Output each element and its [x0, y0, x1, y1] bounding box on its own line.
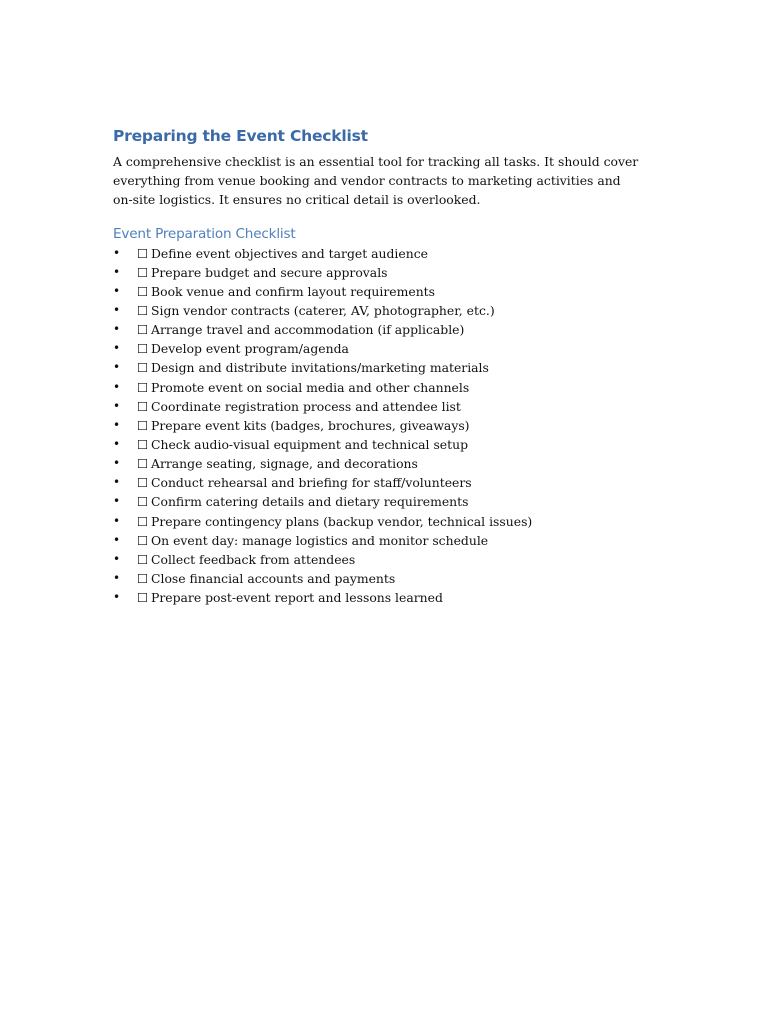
checklist-item-label: Book venue and confirm layout requirements — [151, 283, 436, 299]
bullet-icon: • — [113, 322, 121, 337]
bullet-icon: • — [113, 475, 121, 490]
checkbox-icon[interactable]: ☐ — [137, 264, 149, 280]
checkbox-icon[interactable]: ☐ — [137, 303, 149, 319]
checklist-item — [113, 531, 653, 550]
checklist-item — [113, 263, 653, 282]
checklist-item-label: Prepare contingency plans (backup vendor, technical issues) — [151, 513, 533, 529]
checklist — [113, 244, 653, 608]
checkbox-icon[interactable]: ☐ — [137, 571, 149, 586]
checklist-item-label: Prepare post-event report and lessons learned — [151, 590, 443, 606]
checklist-item-label: Conduct rehearsal and briefing for staff/volunteers — [151, 475, 472, 491]
checklist-item — [113, 301, 653, 320]
checklist-item — [113, 512, 653, 531]
checklist-item — [113, 282, 653, 301]
page-title: Preparing the Event Checklist — [113, 127, 368, 145]
bullet-icon: • — [113, 398, 121, 413]
bullet-icon: • — [113, 551, 121, 566]
bullet-icon: • — [113, 341, 121, 356]
checklist-item — [113, 339, 653, 358]
checklist-item-label: Close financial accounts and payments — [151, 571, 396, 586]
checklist-item — [113, 454, 653, 473]
bullet-icon: • — [113, 379, 121, 394]
bullet-icon: • — [113, 571, 121, 585]
checklist-item — [113, 244, 653, 263]
checkbox-icon[interactable]: ☐ — [137, 532, 149, 548]
checkbox-icon[interactable]: ☐ — [137, 475, 149, 491]
checklist-item — [113, 550, 653, 569]
checkbox-icon[interactable]: ☐ — [137, 551, 149, 567]
bullet-icon: • — [113, 532, 121, 547]
bullet-icon: • — [113, 264, 121, 279]
checklist-item-label: Arrange travel and accommodation (if applicable) — [151, 322, 465, 338]
checklist-item-label: Confirm catering details and dietary requirements — [151, 494, 469, 510]
checklist-item-label: Collect feedback from attendees — [151, 551, 356, 567]
bullet-icon: • — [113, 494, 121, 509]
checkbox-icon[interactable]: ☐ — [137, 590, 149, 606]
checklist-item-label: Coordinate registration process and attendee list — [151, 398, 461, 414]
checklist-item-label: Prepare event kits (badges, brochures, giveaways) — [151, 417, 470, 433]
checklist-item-label: Promote event on social media and other channels — [151, 379, 470, 395]
checklist-item — [113, 397, 653, 416]
bullet-icon: • — [113, 417, 121, 432]
document-page — [113, 125, 653, 607]
checklist-item — [113, 378, 653, 397]
checklist-item-label: Develop event program/agenda — [151, 341, 349, 357]
bullet-icon: • — [113, 303, 121, 318]
checklist-item — [113, 569, 653, 588]
checkbox-icon[interactable]: ☐ — [137, 322, 149, 338]
checklist-item — [113, 358, 653, 377]
bullet-icon: • — [113, 360, 121, 375]
intro-paragraph: A comprehensive checklist is an essential tool for tracking all tasks. It should cover everything from venue booking and vendor contracts to marketing activities and on-site logistics. It ensures no critical detail is overlooked. — [113, 154, 639, 208]
bullet-icon: • — [113, 513, 121, 528]
checkbox-icon[interactable]: ☐ — [137, 379, 149, 395]
checklist-item-label: On event day: manage logistics and monitor schedule — [151, 532, 489, 548]
checkbox-icon[interactable]: ☐ — [137, 456, 149, 472]
checklist-item — [113, 588, 653, 607]
checklist-item-label: Design and distribute invitations/marketing materials — [151, 360, 489, 376]
bullet-icon: • — [113, 456, 121, 471]
checklist-item-label: Check audio-visual equipment and technical setup — [151, 437, 469, 453]
checklist-item-label: Sign vendor contracts (caterer, AV, photographer, etc.) — [151, 303, 495, 319]
checkbox-icon[interactable]: ☐ — [137, 283, 149, 299]
checklist-item-label: Arrange seating, signage, and decorations — [151, 456, 418, 472]
checkbox-icon[interactable]: ☐ — [137, 494, 149, 510]
checklist-item — [113, 435, 653, 454]
bullet-icon: • — [113, 437, 121, 452]
checklist-item-label: Prepare budget and secure approvals — [151, 264, 388, 280]
checkbox-icon[interactable]: ☐ — [137, 245, 149, 261]
checklist-item — [113, 416, 653, 435]
checklist-item — [113, 473, 653, 492]
checkbox-icon[interactable]: ☐ — [137, 360, 149, 376]
checkbox-icon[interactable]: ☐ — [137, 398, 149, 414]
checkbox-icon[interactable]: ☐ — [137, 513, 149, 529]
checkbox-icon[interactable]: ☐ — [137, 437, 149, 453]
checkbox-icon[interactable]: ☐ — [137, 417, 149, 433]
checklist-item — [113, 320, 653, 339]
checklist-heading: Event Preparation Checklist — [113, 225, 296, 242]
checklist-item — [113, 492, 653, 511]
bullet-icon: • — [113, 590, 121, 605]
checkbox-icon[interactable]: ☐ — [137, 341, 149, 357]
checklist-item-label: Define event objectives and target audience — [151, 245, 428, 261]
bullet-icon: • — [113, 245, 121, 260]
bullet-icon: • — [113, 283, 121, 298]
